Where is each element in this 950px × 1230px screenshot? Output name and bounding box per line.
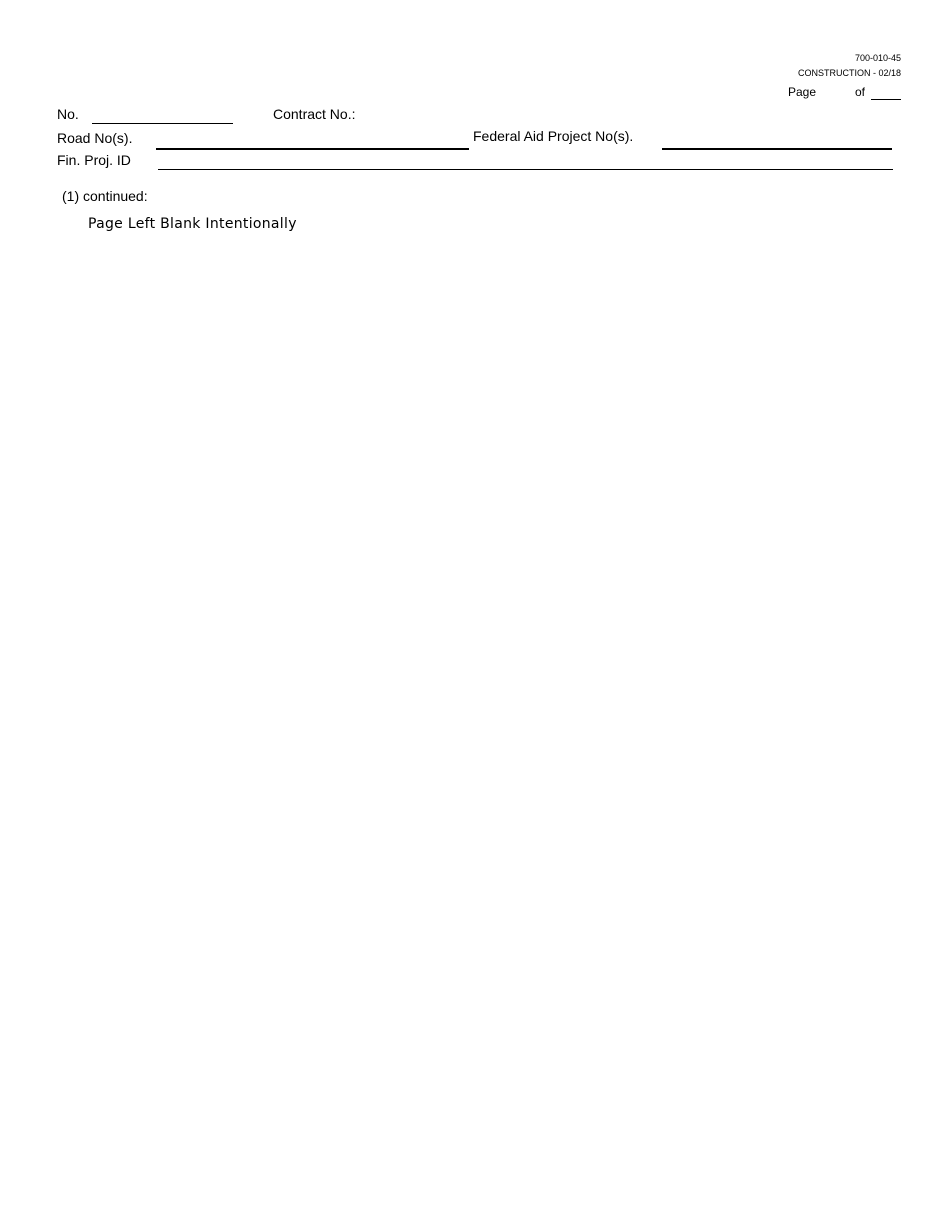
road-nos-label: Road No(s).	[57, 130, 133, 146]
form-revision: CONSTRUCTION - 02/18	[797, 68, 901, 78]
road-nos-field[interactable]	[156, 148, 469, 150]
federal-aid-field[interactable]	[662, 148, 892, 150]
fin-proj-id-field[interactable]	[158, 169, 893, 170]
page-label: Page	[788, 85, 817, 99]
no-label: No.	[57, 106, 79, 122]
no-field[interactable]	[92, 123, 233, 124]
federal-aid-label: Federal Aid Project No(s).	[473, 128, 634, 144]
section-continued-label: (1) continued:	[62, 188, 148, 204]
contract-no-label: Contract No.:	[273, 106, 356, 122]
contract-no-field[interactable]	[370, 123, 470, 124]
form-number: 700-010-45	[854, 53, 901, 63]
page-number-field[interactable]	[826, 97, 850, 98]
page-total-field[interactable]	[871, 99, 901, 100]
fin-proj-id-label: Fin. Proj. ID	[57, 152, 131, 168]
of-label: of	[855, 85, 866, 99]
blank-page-note: Page Left Blank Intentionally	[88, 216, 297, 232]
